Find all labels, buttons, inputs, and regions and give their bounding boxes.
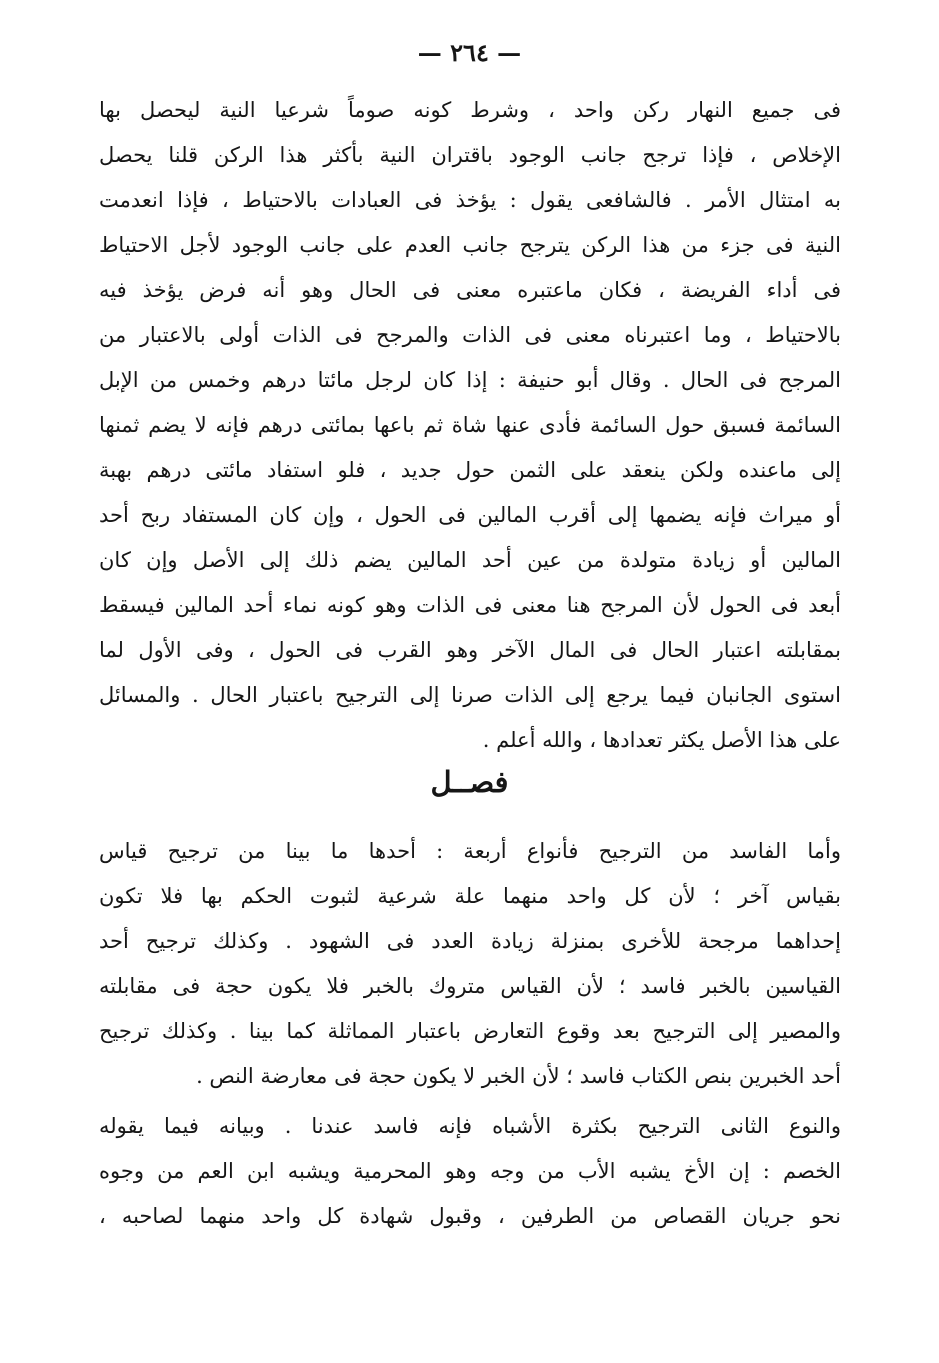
text-line: النية فى جزء من هذا الركن يترجح جانب العدم على جانب الوجود لأجل الاحتياط (99, 233, 841, 257)
text-line: الخصم : إن الأخ يشبه الأب من وجه وهو المحرمية ويشبه ابن العم من وجوه (99, 1159, 841, 1183)
text-line: أو ميراث فإنه يضمها إلى أقرب المالين فى الحول ، وإن كان المستفاد ربح أحد (99, 503, 841, 527)
text-line: والنوع الثانى الترجيح بكثرة الأشباه فإنه فاسد عندنا . وبيانه فيما يقوله (99, 1114, 841, 1138)
text-line: وأما الفاسد من الترجيح فأنواع أربعة : أحدها ما بينا من ترجيح قياس (99, 839, 841, 863)
text-line: السائمة فسبق حول السائمة فأدى عنها شاة ثم باعها بمائتى درهم فإنه لا يضم ثمنها (99, 413, 841, 437)
text-line: فى جميع النهار ركن واحد ، وشرط كونه صوماً شرعيا النية ليحصل بها (99, 98, 841, 122)
text-line: فى أداء الفريضة ، فكان ماعتبره معنى فى الحال وهو أنه فرض يؤخذ فيه (99, 278, 841, 302)
text-line: إلى ماعنده ولكن ينعقد على الثمن حول جديد ، فلو استفاد مائتى درهم بهبة (99, 458, 841, 482)
text-line: الإخلاص ، فإذا ترجح جانب الوجود باقتران النية بأكثر هذا الركن قلنا يحصل (99, 143, 841, 167)
text-line: به امتثال الأمر . فالشافعى يقول : يؤخذ فى العبادات بالاحتياط ، فإذا انعدمت (99, 188, 841, 212)
text-line: بالاحتياط ، وما اعتبرناه معنى فى الذات والمرجح فى الذات أولى بالاعتبار من (99, 323, 841, 347)
text-line: على هذا الأصل يكثر تعدادها ، والله أعلم . (482, 728, 841, 752)
section-heading: فصــل (430, 765, 509, 799)
text-line: استوى الجانبان فيما يرجع إلى الذات صرنا إلى الترجيح باعتبار الحال . والمسائل (99, 683, 841, 707)
paragraph-2 (99, 829, 841, 1099)
text-line: بمقابلته اعتبار الحال فى المال الآخر وهو القرب فى الحول ، وفى الأول لما (99, 638, 841, 662)
text-line: إحداهما مرجحة للأخرى بمنزلة زيادة العدد فى الشهود . وكذلك ترجيح أحد (99, 929, 841, 953)
paragraph-3 (99, 1104, 841, 1239)
page-number: — ٢٦٤ — (417, 38, 522, 67)
text-line: نحو جريان القصاص من الطرفين ، وقبول شهادة كل واحد منهما لصاحبه ، (99, 1204, 841, 1228)
text-line: القياسين بالخبر فاسد ؛ لأن القياس متروك بالخبر فلا يكون حجة فى مقابلته (99, 974, 841, 998)
text-line: المالين أو زيادة متولدة من عين أحد المالين يضم ذلك إلى الأصل وإن كان (99, 548, 841, 572)
text-line: المرجح فى الحال . وقال أبو حنيفة : إذا كان لرجل مائتا درهم وخمس من الإبل (99, 368, 841, 392)
text-line: والمصير إلى الترجيح بعد وقوع التعارض باعتبار المماثلة كما بينا . وكذلك ترجيح (99, 1019, 841, 1043)
text-line: أحد الخبرين بنص الكتاب فاسد ؛ لأن الخبر لا يكون حجة فى معارضة النص . (196, 1064, 841, 1088)
text-line: أبعد فى الحول لأن المرجح هنا معنى فى الذات وهو كونه نماء أحد المالين فيسقط (99, 593, 841, 617)
text-line: بقياس آخر ؛ لأن كل واحد منهما علة شرعية لثبوت الحكم بها فلا تكون (99, 884, 841, 908)
paragraph-1 (99, 88, 841, 763)
